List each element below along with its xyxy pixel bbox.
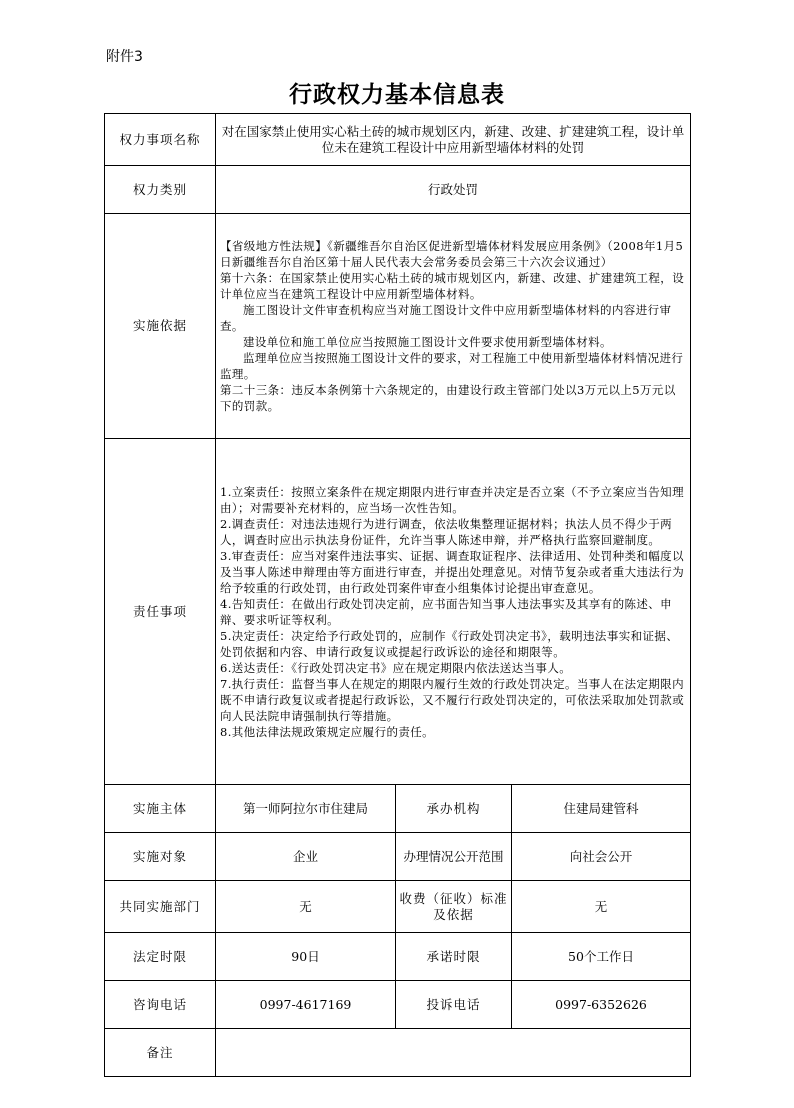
row-basis — [105, 214, 691, 439]
basis-content — [216, 214, 691, 439]
label-category: 权力类别 — [105, 166, 216, 214]
row-timelimit — [105, 933, 691, 981]
label-promise-time: 承诺时限 — [396, 933, 512, 981]
value-power-name: 对在国家禁止使用实心粘土砖的城市规划区内，新建、改建、扩建建筑工程，设计单位未在建筑工程设计中应用新型墙体材料的处罚 — [216, 114, 691, 166]
duty-item: 2.调查责任：对违法违规行为进行调查，依法收集整理证据材料；执法人员不得少于两人，调查时应出示执法身份证件，允许当事人陈述申辩，并严格执行监察回避制度。 — [220, 516, 673, 547]
basis-paragraph: 【省级地方性法规】《新疆维吾尔自治区促进新型墙体材料发展应用条例》（2008年1月5日新疆维吾尔自治区第十届人民代表大会常务委员会第三十六次会议通过） — [220, 239, 684, 269]
value-fee: 无 — [512, 881, 691, 933]
value-joint: 无 — [216, 881, 396, 933]
row-joint — [105, 881, 691, 933]
value-consult-phone: 0997-4617169 — [216, 981, 396, 1029]
row-phone — [105, 981, 691, 1029]
label-target: 实施对象 — [105, 833, 216, 881]
duty-item: 8.其他法律法规政策规定应履行的责任。 — [220, 724, 435, 739]
duty-item: 6.送达责任：《行政处罚决定书》应在规定期限内依法送达当事人。 — [220, 660, 572, 675]
info-table — [104, 113, 691, 1077]
basis-paragraph: 建设单位和施工单位应当按照施工图设计文件要求使用新型墙体材料。 — [243, 335, 612, 349]
label-consult-phone: 咨询电话 — [105, 981, 216, 1029]
value-target: 企业 — [216, 833, 396, 881]
label-subject: 实施主体 — [105, 785, 216, 833]
row-remark — [105, 1029, 691, 1077]
row-subject — [105, 785, 691, 833]
label-basis: 实施依据 — [105, 214, 216, 439]
value-complaint-phone: 0997-6352626 — [512, 981, 691, 1029]
value-subject: 第一师阿拉尔市住建局 — [216, 785, 396, 833]
label-duty: 责任事项 — [105, 439, 216, 785]
basis-paragraph: 第十六条：在国家禁止使用实心粘土砖的城市规划区内，新建、改建、扩建建筑工程，设计单位应当在建筑工程设计中应用新型墙体材料。 — [220, 271, 685, 301]
basis-paragraph: 施工图设计文件审查机构应当对施工图设计文件中应用新型墙体材料的内容进行审查。 — [220, 303, 672, 333]
value-category: 行政处罚 — [216, 166, 691, 214]
duty-item: 5.决定责任：决定给予行政处罚的，应制作《行政处罚决定书》，载明违法事实和证据、处罚依据和内容、申请行政复议或提起行政诉讼的途径和期限等。 — [220, 628, 679, 659]
row-target — [105, 833, 691, 881]
label-remark: 备注 — [105, 1029, 216, 1077]
value-disclosure: 向社会公开 — [512, 833, 691, 881]
duty-item: 7.执行责任：监督当事人在规定的期限内履行生效的行政处罚决定。当事人在法定期限内既不申请行政复议或者提起行政诉讼，又不履行行政处罚决定的，可依法采取加处罚款或向人民法院申请强制执行等措施。 — [220, 676, 685, 723]
value-promise-time: 50个工作日 — [512, 933, 691, 981]
row-duty — [105, 439, 691, 785]
value-handler: 住建局建管科 — [512, 785, 691, 833]
duty-content — [216, 439, 691, 785]
duty-item: 3.审查责任：应当对案件违法事实、证据、调查取证程序、法律适用、处罚种类和幅度以及当事人陈述申辩理由等方面进行审查，并提出处理意见。对情节复杂或者重大违法行为给予较重的行政处罚，由行政处罚案件审查小组集体讨论提出审查意见。 — [220, 548, 685, 595]
label-handler: 承办机构 — [396, 785, 512, 833]
label-fee: 收费（征收）标准及依据 — [396, 881, 512, 933]
label-power-name: 权力事项名称 — [105, 114, 216, 166]
label-complaint-phone: 投诉电话 — [396, 981, 512, 1029]
page-title: 行政权力基本信息表 — [289, 81, 505, 108]
basis-paragraph: 第二十三条：违反本条例第十六条规定的，由建设行政主管部门处以3万元以上5万元以下的罚款。 — [220, 383, 676, 413]
basis-paragraph: 监理单位应当按照施工图设计文件的要求，对工程施工中使用新型墙体材料情况进行监理。 — [220, 351, 684, 381]
attachment-label: 附件3 — [106, 49, 143, 65]
label-joint: 共同实施部门 — [105, 881, 216, 933]
value-remark — [216, 1029, 691, 1077]
duty-item: 4.告知责任：在做出行政处罚决定前，应书面告知当事人违法事实及其享有的陈述、申辩、要求听证等权利。 — [220, 596, 673, 627]
row-name — [105, 114, 691, 166]
duty-item: 1.立案责任：按照立案条件在规定期限内进行审查并决定是否立案（不予立案应当告知理由）；对需要补充材料的，应当场一次性告知。 — [220, 484, 684, 515]
row-category — [105, 166, 691, 214]
label-legal-time: 法定时限 — [105, 933, 216, 981]
label-disclosure: 办理情况公开范围 — [396, 833, 512, 881]
value-legal-time: 90日 — [216, 933, 396, 981]
